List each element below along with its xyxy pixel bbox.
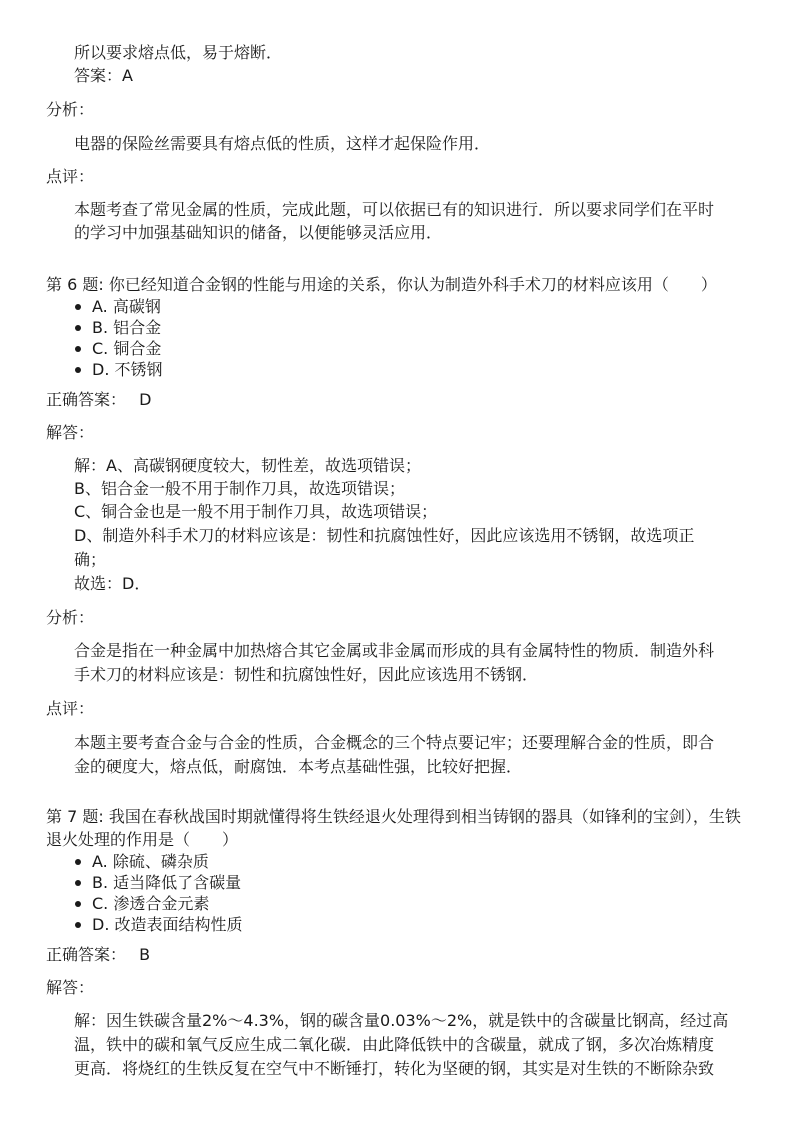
option-text: C. 渗透合金元素 xyxy=(92,894,210,913)
option-text: D. 不锈钢 xyxy=(92,360,163,379)
analysis-line: 手术刀的材料应该是：韧性和抗腐蚀性好，因此应该选用不锈钢． xyxy=(74,665,539,684)
option-text: B. 铝合金 xyxy=(92,318,162,337)
bullet-icon xyxy=(75,367,81,373)
option-item xyxy=(72,359,163,380)
solution-line: C、铜合金也是一般不用于制作刀具，故选项错误； xyxy=(74,502,438,521)
option-text: D. 改造表面结构性质 xyxy=(92,915,243,934)
correct-answer-label: 正确答案： xyxy=(46,390,127,409)
correct-answer-value: D xyxy=(139,390,152,409)
bullet-icon xyxy=(75,922,81,928)
prev-comment-label: 点评： xyxy=(46,167,95,186)
question-6-solution-label: 解答： xyxy=(46,423,95,442)
question-7-title-line: 退火处理的作用是（ ） xyxy=(46,830,239,849)
option-text: A. 高碳钢 xyxy=(92,297,161,316)
prev-analysis-text: 电器的保险丝需要具有熔点低的性质，这样才起保险作用． xyxy=(74,134,491,153)
question-7-title-line: 第 7 题: 我国在春秋战国时期就懂得将生铁经退火处理得到相当铸钢的器具（如锋利的宝剑），生铁 xyxy=(46,807,741,826)
bullet-icon xyxy=(75,304,81,310)
option-item xyxy=(72,851,243,872)
bullet-icon xyxy=(75,880,81,886)
solution-line: 解：A、高碳钢硬度较大，韧性差，故选项错误； xyxy=(74,456,421,475)
option-item xyxy=(72,338,163,359)
correct-answer-label: 正确答案： xyxy=(46,945,127,964)
question-6-title: 第 6 题: 你已经知道合金钢的性能与用途的关系，你认为制造外科手术刀的材料应该用（ ） xyxy=(46,275,717,294)
question-6-options xyxy=(72,296,163,380)
comment-line: 本题主要考查合金与合金的性质，合金概念的三个特点要记牢；还要理解合金的性质，即合 xyxy=(74,733,715,752)
prev-answer: 答案：A xyxy=(74,66,133,85)
question-7-correct-answer xyxy=(46,944,150,966)
prev-comment-line: 本题考查了常见金属的性质，完成此题，可以依据已有的知识进行．所以要求同学们在平时 xyxy=(74,200,715,219)
solution-line: B、铝合金一般不用于制作刀具，故选项错误； xyxy=(74,479,405,498)
option-item xyxy=(72,317,163,338)
bullet-icon xyxy=(75,901,81,907)
solution-line: 确； xyxy=(74,550,107,569)
bullet-icon xyxy=(75,325,81,331)
solution-line: 温，铁中的碳和氧气反应生成二氧化碳．由此降低铁中的含碳量，就成了钢，多次冶炼精度 xyxy=(74,1035,715,1054)
solution-line: 故选：D． xyxy=(74,574,151,593)
prev-comment-line: 的学习中加强基础知识的储备，以便能够灵活应用． xyxy=(74,223,443,242)
comment-line: 金的硬度大，熔点低，耐腐蚀．本考点基础性强，比较好把握． xyxy=(74,757,523,776)
prev-text-line: 所以要求熔点低，易于熔断． xyxy=(74,43,283,62)
option-text: C. 铜合金 xyxy=(92,339,162,358)
question-6-analysis-label: 分析： xyxy=(46,608,95,627)
bullet-icon xyxy=(75,859,81,865)
solution-line: D、制造外科手术刀的材料应该是：韧性和抗腐蚀性好，因此应该选用不锈钢，故选项正 xyxy=(74,526,695,545)
analysis-line: 合金是指在一种金属中加热熔合其它金属或非金属而形成的具有金属特性的物质．制造外科 xyxy=(74,641,715,660)
option-item xyxy=(72,296,163,317)
question-7-solution-label: 解答： xyxy=(46,978,95,997)
question-6-comment-label: 点评： xyxy=(46,699,95,718)
question-6-correct-answer xyxy=(46,389,151,411)
option-item xyxy=(72,872,243,893)
solution-line: 解：因生铁碳含量2%～4.3%，钢的碳含量0.03%～2%，就是铁中的含碳量比钢高，经过高 xyxy=(74,1011,729,1030)
bullet-icon xyxy=(75,346,81,352)
solution-line: 更高．将烧红的生铁反复在空气中不断锤打，转化为坚硬的钢，其实是对生铁的不断除杂致 xyxy=(74,1059,715,1078)
option-text: B. 适当降低了含碳量 xyxy=(92,873,242,892)
correct-answer-value: B xyxy=(139,945,151,964)
prev-analysis-label: 分析： xyxy=(46,100,95,119)
option-item xyxy=(72,914,243,935)
option-text: A. 除硫、磷杂质 xyxy=(92,852,209,871)
option-item xyxy=(72,893,243,914)
question-7-options xyxy=(72,851,243,935)
